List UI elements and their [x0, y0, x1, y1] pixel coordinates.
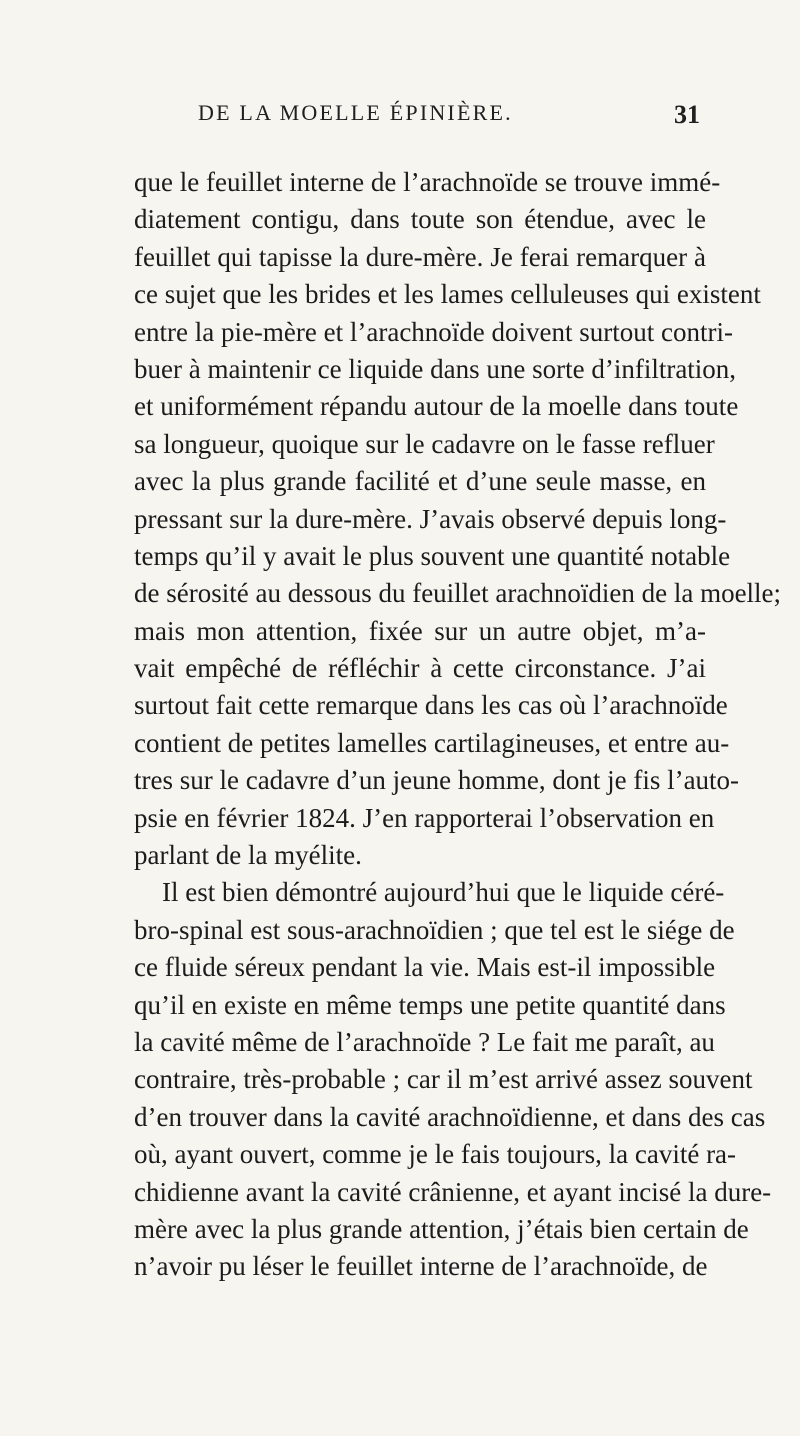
- page-header: [120, 100, 700, 140]
- text-line: temps qu’il y avait le plus souvent une quantité notable: [134, 540, 731, 571]
- text-line: parlant de la myélite.: [134, 840, 362, 871]
- text-line: pressant sur la dure-mère. J’avais observé depuis long-: [134, 503, 727, 534]
- text-line: d’en trouver dans la cavité arachnoïdienne, et dans des cas: [134, 1101, 766, 1132]
- running-title: DE LA MOELLE ÉPINIÈRE.: [198, 100, 513, 125]
- text-line: avec la plus grande facilité et d’une seule masse, en: [134, 466, 706, 497]
- text-line: vait empêché de réfléchir à cette circonstance. J’ai: [134, 653, 706, 684]
- text-line: où, ayant ouvert, comme je le fais toujours, la cavité ra-: [134, 1139, 737, 1170]
- text-line: tres sur le cadavre d’un jeune homme, dont je fis l’auto-: [134, 765, 740, 796]
- text-line: n’avoir pu léser le feuillet interne de l’arachnoïde, de: [134, 1251, 708, 1282]
- text-line: feuillet qui tapisse la dure-mère. Je ferai remarquer à: [134, 241, 706, 272]
- text-line: mère avec la plus grande attention, j’étais bien certain de: [134, 1213, 749, 1244]
- text-line: sa longueur, quoique sur le cadavre on le fasse refluer: [134, 428, 715, 459]
- text-line: diatement contigu, dans toute son étendue, avec le: [134, 204, 706, 235]
- text-line: de sérosité au dessous du feuillet arachnoïdien de la moelle;: [134, 578, 782, 609]
- text-line: contraire, très-probable ; car il m’est arrivé assez souvent: [134, 1064, 753, 1095]
- text-line: et uniformément répandu autour de la moelle dans toute: [134, 391, 739, 422]
- text-line: chidienne avant la cavité crânienne, et ayant incisé la dure-: [134, 1176, 772, 1207]
- text-line: mais mon attention, fixée sur un autre objet, m’a-: [134, 615, 706, 646]
- text-line: buer à maintenir ce liquide dans une sorte d’infiltration,: [134, 353, 737, 384]
- text-line: que le feuillet interne de l’arachnoïde se trouve immé-: [134, 167, 721, 197]
- text-line: entre la pie-mère et l’arachnoïde doivent surtout contri-: [134, 316, 733, 347]
- text-line: bro-spinal est sous-arachnoïdien ; que tel est le siége de: [134, 914, 735, 945]
- text-line: Il est bien démontré aujourd’hui que le liquide céré-: [162, 877, 725, 908]
- text-line: la cavité même de l’arachnoïde ? Le fait me paraît, au: [134, 1026, 715, 1057]
- text-line: surtout fait cette remarque dans les cas où l’arachnoïde: [134, 690, 728, 721]
- text-line: qu’il en existe en même temps une petite quantité dans: [134, 989, 726, 1020]
- text-line: contient de petites lamelles cartilagineuses, et entre au-: [134, 727, 730, 758]
- page-number: 31: [674, 100, 700, 129]
- text-line: ce fluide séreux pendant la vie. Mais est-il impossible: [134, 952, 716, 983]
- text-line: psie en février 1824. J’en rapporterai l’observation en: [134, 802, 715, 833]
- text-line: ce sujet que les brides et les lames celluleuses qui existent: [134, 279, 761, 310]
- body-text: [134, 164, 782, 1286]
